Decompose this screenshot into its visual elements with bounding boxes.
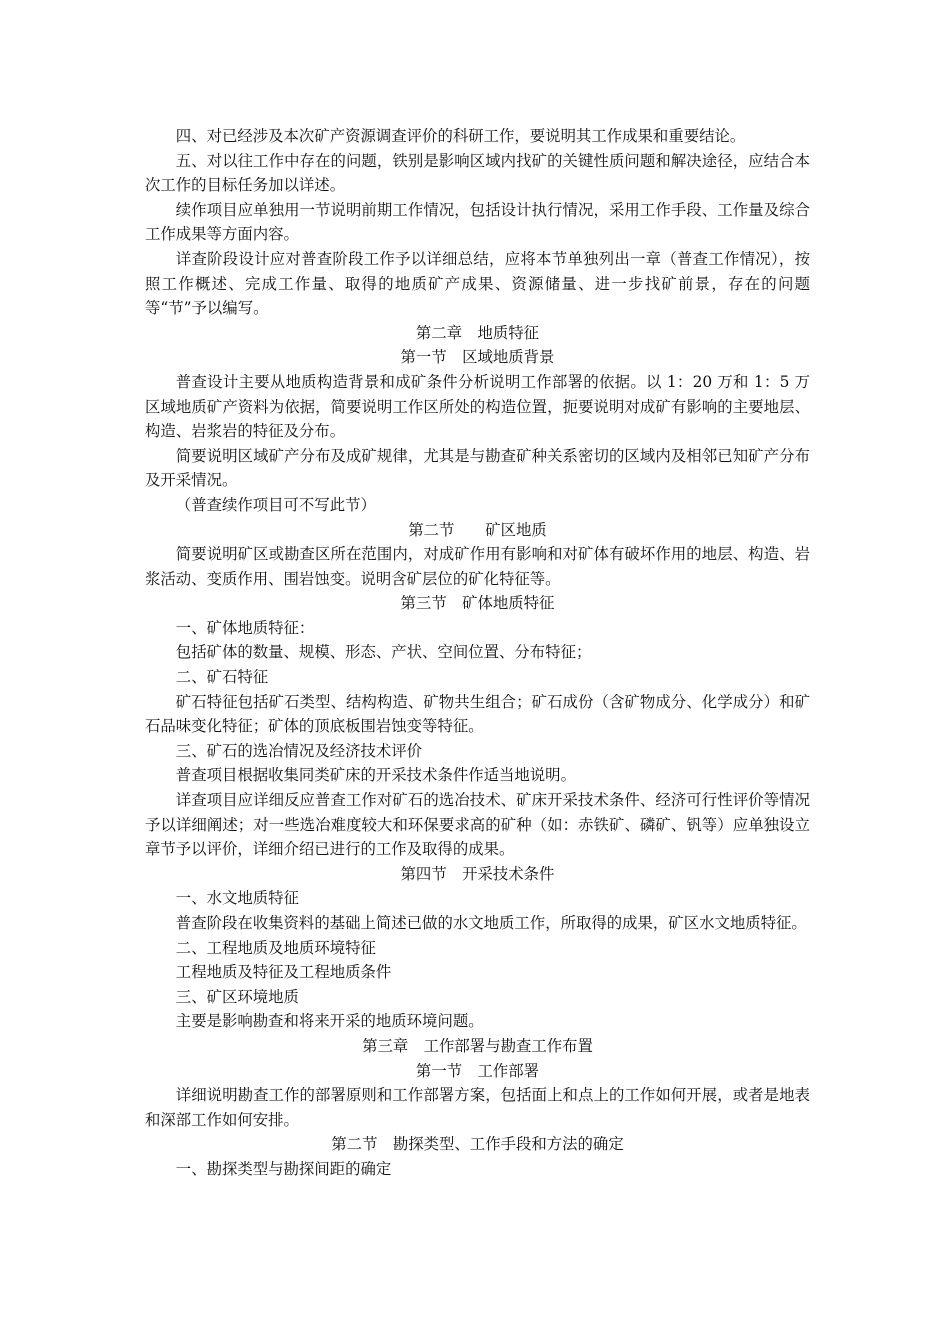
paragraph: 一、勘探类型与勘探间距的确定 (175, 1159, 392, 1178)
paragraph: 普查阶段在收集资料的基础上简述已做的水文地质工作，所取得的成果，矿区水文地质特征。 (175, 914, 807, 932)
paragraph: 三、矿石的选冶情况及经济技术评价 (175, 741, 423, 760)
paragraph: 主要是影响勘查和将来开采的地质环境问题。 (175, 1012, 484, 1031)
paragraph: 详查阶段设计应对普查阶段工作予以详细总结，应将本节单独列出一章（普查工作情况），按照工作概述、完成工作量、取得的地质矿产成果、资源储量、进一步找矿前景，存在的问题等“节”予以编写。 (145, 249, 810, 318)
section-heading: 第四节 开采技术条件 (400, 864, 555, 883)
section-heading: 第二节 勘探类型、工作手段和方法的确定 (331, 1135, 624, 1154)
paragraph: 简要说明区域矿产分布及成矿规律，尤其是与勘查矿种关系密切的区域内及相邻已知矿产分布及开采情况。 (145, 446, 810, 490)
paragraph: 一、矿体地质特征： (175, 618, 315, 637)
paragraph: 详细说明勘查工作的部署原则和工作部署方案，包括面上和点上的工作如何开展，或者是地表和深部工作如何安排。 (145, 1086, 810, 1129)
paragraph: 详查项目应详细反应普查工作对矿石的选冶技术、矿床开采技术条件、经济可行性评价等情况予以详细阐述；对一些选冶难度较大和环保要求高的矿种（如：赤铁矿、磷矿、钒等）应单独设立章节予以评价，详细介绍已进行的工作及取得的成果。 (145, 791, 810, 859)
paragraph: 普查项目根据收集同类矿床的开采技术条件作适当地说明。 (175, 766, 576, 785)
section-heading: 第三节 矿体地质特征 (400, 594, 555, 613)
paragraph: 五、对以往工作中存在的问题，铁别是影响区域内找矿的关键性质问题和解决途径，应结合本次工作的目标任务加以详述。 (145, 151, 810, 195)
paragraph: 矿石特征包括矿石类型、结构构造、矿物共生组合；矿石成份（含矿物成分、化学成分）和矿石品味变化特征；矿体的顶底板围岩蚀变等特征。 (145, 692, 810, 736)
paragraph: 二、矿石特征 (175, 668, 269, 687)
paragraph: 二、工程地质及地质环境特征 (175, 938, 376, 957)
paragraph: 普查设计主要从地质构造背景和成矿条件分析说明工作部署的依据。以 1：20 万和 1：5 万区域地质矿产资料为依据，简要说明工作区所处的构造位置，扼要说明对成矿有影响的主要地层、构造、岩浆岩的特征及分布。 (145, 372, 810, 441)
paragraph: （普查续作项目可不写此节） (175, 495, 376, 514)
chapter-heading: 第二章 地质特征 (415, 323, 540, 342)
paragraph: 一、水文地质特征 (175, 889, 299, 908)
paragraph: 简要说明矿区或勘查区所在范围内，对成矿作用有影响和对矿体有破坏作用的地层、构造、岩浆活动、变质作用、围岩蚀变。说明含矿层位的矿化特征等。 (145, 545, 810, 588)
paragraph: 四、对已经涉及本次矿产资源调查评价的科研工作，要说明其工作成果和重要结论。 (175, 127, 746, 145)
section-heading: 第一节 工作部署 (415, 1061, 540, 1080)
section-heading: 第一节 区域地质背景 (400, 348, 555, 367)
section-heading: 第二节 矿区地质 (408, 520, 547, 539)
chapter-heading: 第三章 工作部署与勘查工作布置 (362, 1036, 593, 1055)
paragraph: 包括矿体的数量、规模、形态、产状、空间位置、分布特征； (175, 643, 592, 662)
paragraph: 续作项目应单独用一节说明前期工作情况，包括设计执行情况，采用工作手段、工作量及综合工作成果等方面内容。 (145, 200, 810, 244)
paragraph: 三、矿区环境地质 (175, 987, 299, 1006)
paragraph: 工程地质及特征及工程地质条件 (175, 963, 392, 982)
document-page (145, 124, 810, 1182)
